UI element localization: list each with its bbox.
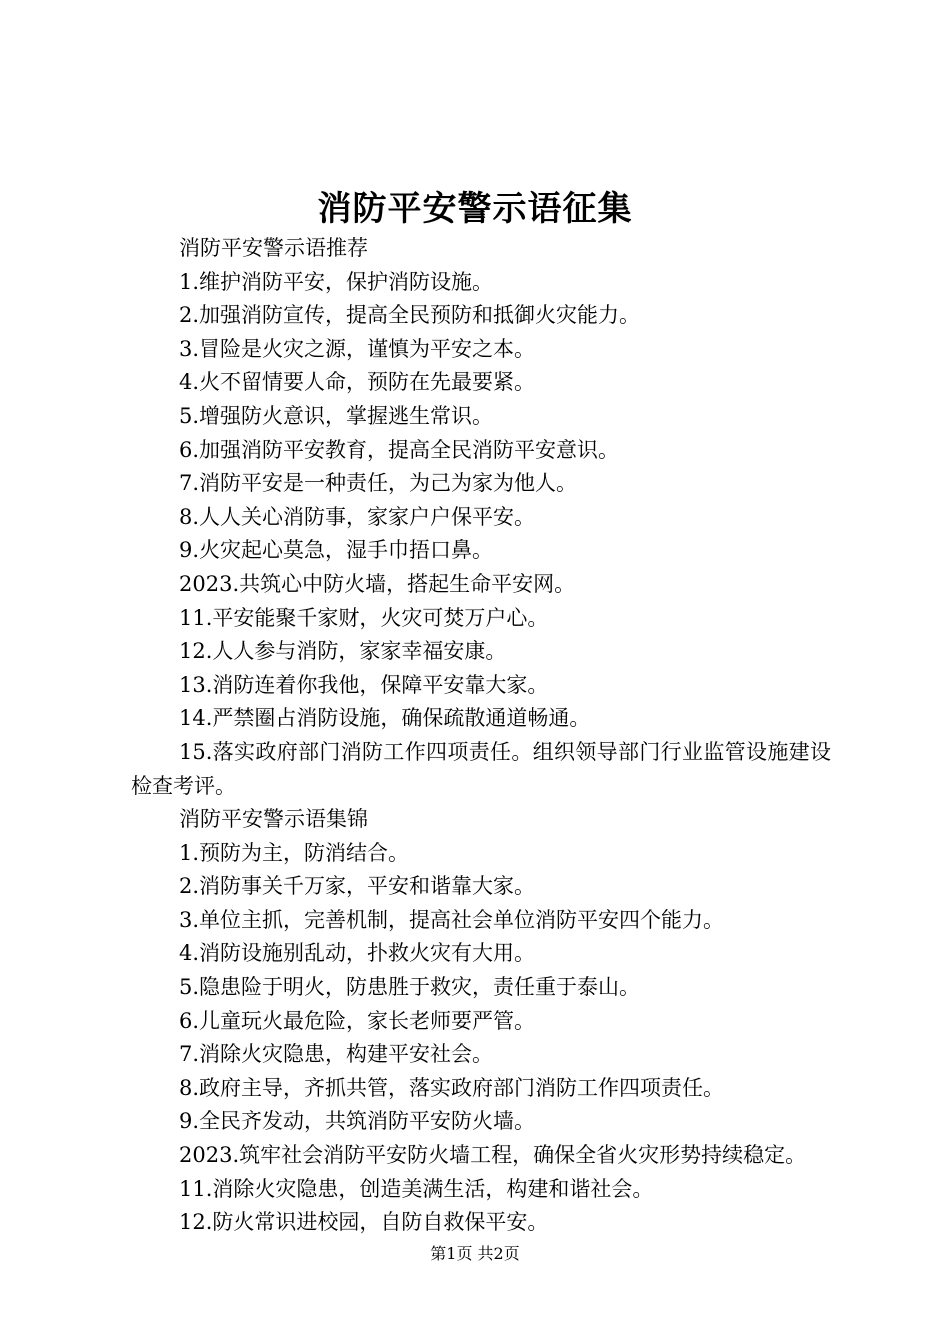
slogan-item: 7.消防平安是一种责任，为己为家为他人。 <box>179 471 578 496</box>
section-heading-collection: 消防平安警示语集锦 <box>179 807 368 832</box>
slogan-item: 9.火灾起心莫急，湿手巾捂口鼻。 <box>179 538 494 563</box>
slogan-item: 5.隐患险于明火，防患胜于救灾，责任重于泰山。 <box>179 975 641 1000</box>
slogan-item: 14.严禁圈占消防设施，确保疏散通道畅通。 <box>179 706 591 731</box>
slogan-item: 1.预防为主，防消结合。 <box>179 840 410 865</box>
slogan-item: 7.消除火灾隐患，构建平安社会。 <box>179 1042 494 1067</box>
slogan-item: 1.维护消防平安，保护消防设施。 <box>179 269 494 294</box>
slogan-item: 5.增强防火意识，掌握逃生常识。 <box>179 403 494 428</box>
slogan-item: 11.平安能聚千家财，火灾可焚万户心。 <box>179 605 549 630</box>
page-number-footer: 第1页 共2页 <box>430 1244 520 1263</box>
slogan-item: 6.加强消防平安教育，提高全民消防平安意识。 <box>179 437 620 462</box>
slogan-item: 2023.共筑心中防火墙，搭起生命平安网。 <box>179 571 576 596</box>
slogan-item: 8.人人关心消防事，家家户户保平安。 <box>179 504 536 529</box>
slogan-item: 8.政府主导，齐抓共管，落实政府部门消防工作四项责任。 <box>179 1075 725 1100</box>
slogan-item: 15.落实政府部门消防工作四项责任。组织领导部门行业监管设施建设检查考评。 <box>131 739 831 798</box>
slogan-item: 11.消除火灾隐患，创造美满生活，构建和谐社会。 <box>179 1176 654 1201</box>
slogan-item: 3.冒险是火灾之源，谨慎为平安之本。 <box>179 336 536 361</box>
section-heading-recommend: 消防平安警示语推荐 <box>179 236 368 260</box>
slogan-item: 12.防火常识进校园，自防自救保平安。 <box>179 1210 549 1235</box>
slogan-item: 2.加强消防宣传，提高全民预防和抵御火灾能力。 <box>179 303 641 328</box>
slogan-item: 2.消防事关千万家，平安和谐靠大家。 <box>179 874 536 899</box>
document-body <box>131 232 831 1240</box>
slogan-item: 9.全民齐发动，共筑消防平安防火墙。 <box>179 1109 536 1134</box>
slogan-item: 2023.筑牢社会消防平安防火墙工程，确保全省火灾形势持续稳定。 <box>179 1143 807 1168</box>
slogan-item: 4.消防设施别乱动，扑救火灾有大用。 <box>179 941 536 966</box>
slogan-item: 6.儿童玩火最危险，家长老师要严管。 <box>179 1008 536 1033</box>
document-title: 消防平安警示语征集 <box>317 189 633 229</box>
slogan-item: 13.消防连着你我他，保障平安靠大家。 <box>179 672 549 697</box>
slogan-item: 3.单位主抓，完善机制，提高社会单位消防平安四个能力。 <box>179 907 725 932</box>
slogan-item: 4.火不留情要人命，预防在先最要紧。 <box>179 370 536 395</box>
slogan-item: 12.人人参与消防，家家幸福安康。 <box>179 639 507 664</box>
